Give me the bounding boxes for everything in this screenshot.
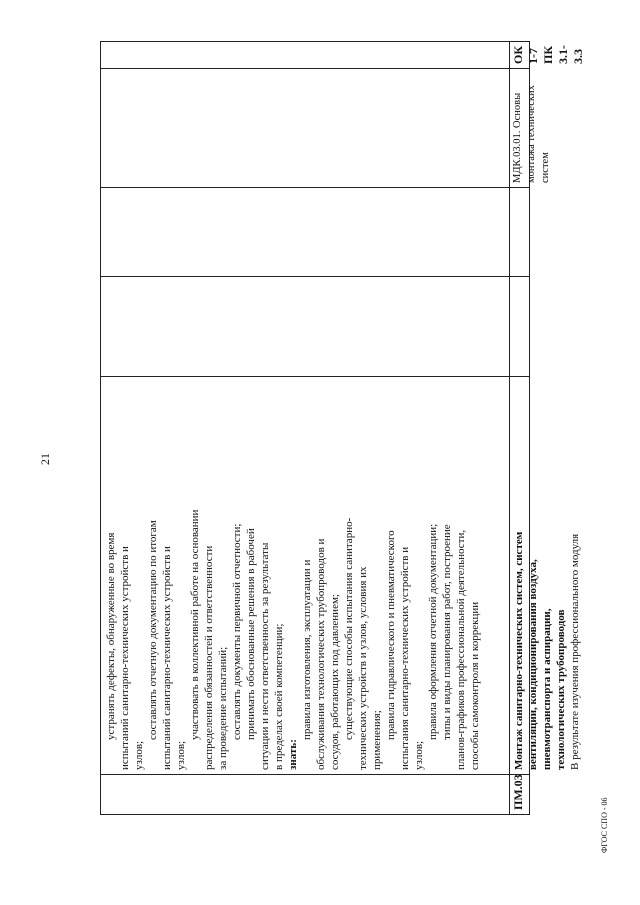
page-number: 21 <box>38 453 52 465</box>
cell-mdk <box>509 68 551 187</box>
cell-hours-1 <box>509 276 529 376</box>
table-row-pm03 <box>509 42 585 814</box>
text-line: принимать обоснованные решения в рабочей <box>245 528 257 740</box>
cell-module-title <box>509 376 581 774</box>
text-line: правила гидравлического и пневматического <box>385 530 397 740</box>
cell-code-empty <box>101 774 509 814</box>
module-result-line: В результате изучения профессионального модуля <box>569 533 581 770</box>
text-line: в пределах своей компетенции; <box>273 623 285 770</box>
text-line: распределения обязанностей и ответственности <box>203 545 215 770</box>
module-title-line: Монтаж санитарно-технических систем, систем <box>513 531 525 770</box>
text-line: обслуживания технологических трубопроводов и <box>315 538 327 770</box>
cell-competences <box>509 42 585 68</box>
module-title-line: вентиляции, кондиционирования воздуха, <box>527 559 539 770</box>
text-line: планов-графиков профессиональной деятельности, <box>455 529 467 770</box>
competence-line: ОК 1-7 <box>511 45 540 64</box>
mdk-line: систем <box>540 152 551 183</box>
cell-competence-empty <box>101 42 509 68</box>
text-line: узлов; <box>175 740 187 770</box>
text-line: ситуации и нести ответственность за результаты <box>259 542 271 770</box>
text-line: устранять дефекты, обнаруженные во время <box>105 532 117 740</box>
cell-hours-2 <box>509 187 529 276</box>
curriculum-table <box>100 41 585 815</box>
text-line: узлов; <box>133 740 145 770</box>
text-line: типы и виды планирования работ, построение <box>441 524 453 740</box>
mdk-line: МДК.03.01. Основы <box>512 92 523 183</box>
text-line: правила изготовления, эксплуатации и <box>301 559 313 740</box>
cell-mdk-empty <box>101 68 509 187</box>
text-line: составлять отчетную документацию по итогам <box>147 520 159 740</box>
text-line: испытания санитарно-технических устройств и <box>399 546 411 770</box>
mdk-line: монтажа технических <box>526 85 537 183</box>
text-line-know-heading: знать: <box>287 739 299 770</box>
text-line: за проведение испытаний; <box>217 646 229 770</box>
page-footer: ФГОС СПО - 06 <box>600 797 609 853</box>
cell-hours-2-empty <box>101 187 509 276</box>
table-row-continuation <box>101 42 510 814</box>
text-line: правила оформления отчетной документации; <box>427 523 439 740</box>
text-line: применения; <box>371 710 383 770</box>
text-line: испытаний санитарно-технических устройств и <box>119 546 131 770</box>
cell-skills-knowledge <box>101 376 509 774</box>
text-line: сосудов, работающих под давлением; <box>329 594 341 770</box>
text-line: участвовать в коллективной работе на основании <box>189 509 201 740</box>
cell-module-code: ПМ.03 <box>509 774 529 814</box>
module-title-line: технологических трубопроводов <box>555 609 567 770</box>
text-line: узлов; <box>413 740 425 770</box>
text-line: способы самоконтроля и коррекции <box>469 601 481 770</box>
text-line: составлять документы первичной отчетности; <box>231 523 243 740</box>
cell-hours-1-empty <box>101 276 509 376</box>
text-line: испытаний санитарно-технических устройств и <box>161 546 173 770</box>
text-line: существующие способы испытания санитарно- <box>343 517 355 740</box>
text-line: технических устройств и узлов, условия их <box>357 566 369 770</box>
competence-line: ПК 3.1-3.3 <box>541 45 585 64</box>
module-title-line: пневмотранспорта и аспирации, <box>541 608 553 770</box>
